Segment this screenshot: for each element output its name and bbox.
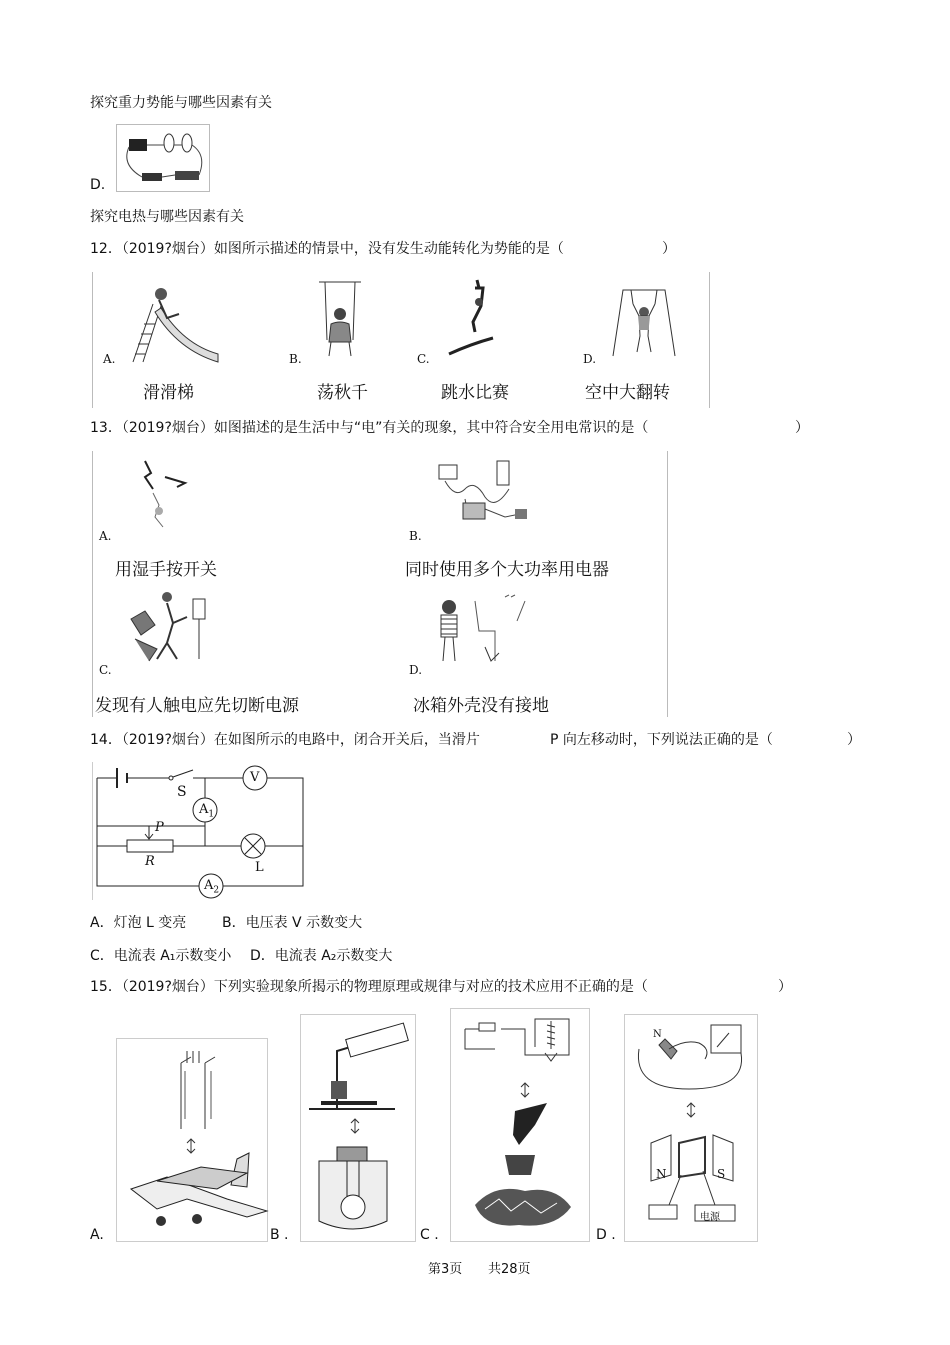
q13-stem: 13．（2019?烟台）如图描述的是生活中与“电”有关的现象，其中符合安全用电常识的是（ (90, 420, 649, 436)
q13-option-b-letter: B. (409, 529, 422, 543)
q15-option-c-letter: C . (420, 1227, 439, 1243)
q14-option-a: A．灯泡 L 变亮 (90, 915, 187, 931)
q15-figure-b (300, 1014, 416, 1242)
q12-option-b-caption: 荡秋千 (317, 383, 368, 403)
q15-option-a-letter: A. (90, 1227, 104, 1243)
q15-option-b-letter: B . (270, 1227, 289, 1243)
q13-option-d-caption: 冰箱外壳没有接地 (413, 696, 549, 716)
page-number: 第3页 (428, 1262, 463, 1277)
electromagnet-crane-icon (455, 1015, 585, 1235)
q14-stem-a: 14．（2019?烟台）在如图所示的电路中，闭合开关后，当滑片 (90, 732, 480, 748)
q13-option-a-letter: A. (99, 529, 112, 543)
prev-option-d-label: D. (90, 177, 106, 193)
q12-option-a-caption: 滑滑梯 (143, 383, 194, 403)
circuit-diagram (93, 762, 307, 900)
q13-option-d-letter: D. (409, 663, 423, 677)
q12-option-a-letter: A. (103, 352, 116, 366)
ungrounded-fridge-icon (435, 591, 535, 667)
q13-option-c-letter: C. (99, 663, 112, 677)
q13-option-c-caption: 发现有人触电应先切断电源 (95, 696, 299, 716)
total-pages: 共28页 (488, 1262, 531, 1277)
prev-option-d-figure (116, 124, 210, 192)
q12-option-b-letter: B. (289, 352, 302, 366)
q14-close-paren: ） (847, 732, 861, 748)
q14-circuit (92, 762, 307, 900)
slide-icon (123, 284, 223, 364)
voltmeter-label: V (250, 770, 260, 785)
wet-hand-switch-icon (125, 457, 195, 529)
magnet-s-label: S (717, 1167, 726, 1181)
q15-option-d-letter: D . (596, 1227, 616, 1243)
diver-icon (445, 278, 495, 358)
q13-option-a-caption: 用湿手按开关 (115, 560, 217, 580)
overloaded-socket-icon (435, 459, 535, 529)
ammeter-a2-label: $A_2$ (204, 878, 220, 896)
switch-label: S (177, 784, 187, 800)
q14-option-d: D．电流表 A₂示数变大 (250, 948, 393, 964)
prev-line-1: 探究重力势能与哪些因素有关 (90, 95, 272, 111)
cut-power-icon (127, 589, 217, 665)
steam-engine-icon (307, 1021, 411, 1237)
q12-stem: 12．（2019?烟台）如图所示描述的情景中，没有发生动能转化为势能的是（ (90, 241, 564, 257)
magnet-n-label-top: N (653, 1029, 662, 1040)
q12-figure (92, 272, 710, 408)
magnet-n-label: N (656, 1167, 667, 1181)
q13-option-b-caption: 同时使用多个大功率用电器 (405, 560, 609, 580)
gymnast-icon (609, 286, 679, 358)
q15-figure-c (450, 1008, 590, 1242)
q14-stem-b: P 向左移动时，下列说法正确的是（ (550, 732, 773, 748)
q12-option-d-caption: 空中大翻转 (585, 383, 670, 403)
q12-close-paren: ） (662, 241, 676, 257)
power-meter-label: 电源 (700, 1212, 720, 1223)
q15-close-paren: ） (778, 979, 792, 995)
generator-icon (629, 1019, 753, 1235)
q15-figure-a (116, 1038, 268, 1242)
prev-line-2: 探究电热与哪些因素有关 (90, 209, 244, 225)
circuit-sketch-icon (117, 125, 209, 191)
q12-option-d-letter: D. (583, 352, 597, 366)
q14-option-c: C．电流表 A₁示数变小 (90, 948, 232, 964)
airplane-icon (127, 1049, 257, 1234)
q12-option-c-caption: 跳水比赛 (441, 383, 509, 403)
q13-figure (92, 451, 668, 717)
lamp-l-label: L (255, 860, 264, 875)
q15-stem: 15．（2019?烟台）下列实验现象所揭示的物理原理或规律与对应的技术应用不正确的是（ (90, 979, 648, 995)
q12-option-c-letter: C. (417, 352, 430, 366)
swing-icon (315, 280, 365, 360)
q13-close-paren: ） (795, 420, 809, 436)
q14-option-b: B．电压表 V 示数变大 (222, 915, 363, 931)
resistor-r-label: R (145, 854, 155, 869)
q15-figure-d (624, 1014, 758, 1242)
slider-p-label: P (155, 820, 164, 835)
ammeter-a1-label: $A_1$ (199, 802, 215, 820)
